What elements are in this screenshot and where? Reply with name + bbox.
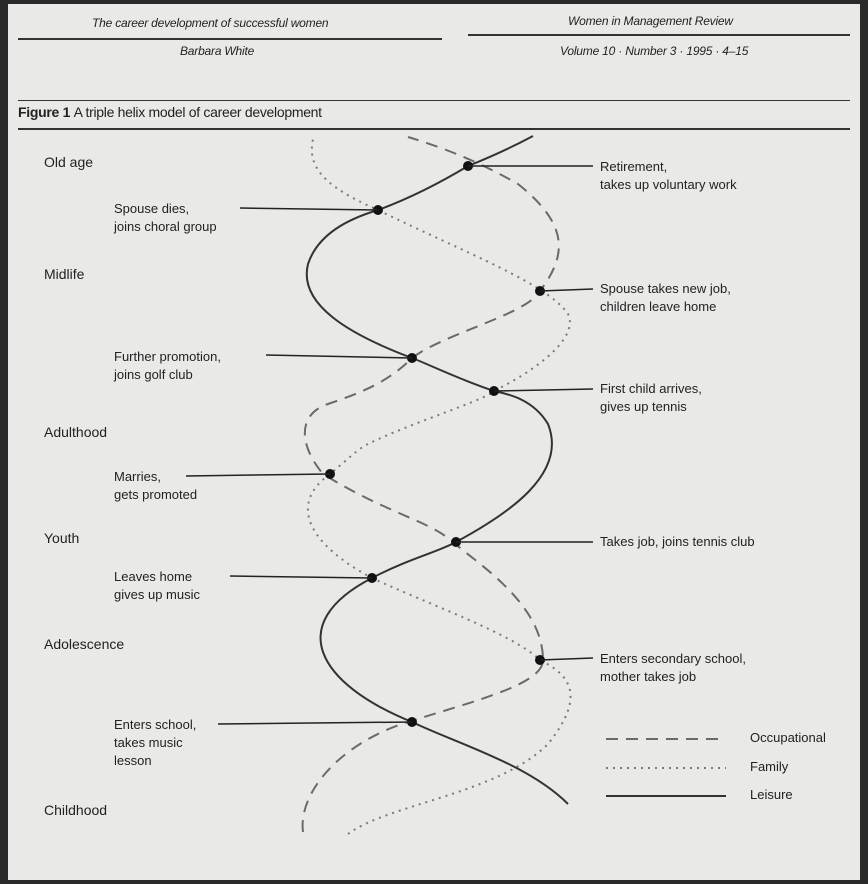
event-enters-school-line3: lesson: [114, 753, 152, 768]
journal-page: [8, 4, 860, 880]
leader-line-leaves-home: [230, 576, 372, 578]
event-label-marries: [114, 468, 197, 504]
event-label-retirement: [600, 158, 737, 194]
event-label-takes-job: [600, 533, 755, 551]
stage-youth: Youth: [44, 530, 80, 546]
event-enters-school-line2: takes music: [114, 735, 183, 750]
event-marries-line1: Marries,: [114, 469, 161, 484]
journal-citation: Volume 10 · Number 3 · 1995 · 4–15: [560, 44, 749, 58]
event-retirement-line2: takes up voluntary work: [600, 177, 737, 192]
event-first-child-line1: First child arrives,: [600, 381, 702, 396]
event-enters-school-line1: Enters school,: [114, 717, 197, 732]
occupational-strand: [303, 137, 559, 832]
stage-adolescence: Adolescence: [44, 636, 125, 652]
legend-leisure-label: Leisure: [750, 787, 793, 802]
event-first-child-line2: gives up tennis: [600, 399, 687, 414]
leader-line-first-child: [494, 389, 593, 391]
author-name: Barbara White: [180, 44, 255, 58]
event-secondary-school-line2: mother takes job: [600, 669, 697, 684]
leader-line-enters-school: [218, 722, 412, 724]
event-spouse-dies-line1: Spouse dies,: [114, 201, 190, 216]
stage-old-age: Old age: [44, 154, 94, 170]
event-spouse-new-job-line2: children leave home: [600, 299, 717, 314]
leader-line-further-promotion: [266, 355, 412, 358]
event-label-spouse-dies: [114, 200, 217, 236]
event-spouse-dies-line2: joins choral group: [114, 219, 217, 234]
leader-line-spouse-dies: [240, 208, 378, 210]
article-title: The career development of successful women: [92, 16, 329, 30]
event-takes-job-line1: Takes job, joins tennis club: [600, 534, 755, 549]
event-label-leaves-home: [114, 568, 200, 604]
figure-label: Figure 1: [18, 104, 71, 120]
stage-childhood: Childhood: [44, 802, 108, 818]
event-label-spouse-new-job: [600, 280, 731, 316]
event-leaves-home-line2: gives up music: [114, 587, 200, 602]
event-marries-line2: gets promoted: [114, 487, 198, 502]
event-label-secondary-school: [600, 650, 746, 686]
legend-family-label: Family: [750, 759, 789, 774]
event-label-enters-school: [114, 716, 196, 770]
leader-line-spouse-new-job: [540, 289, 593, 291]
leader-lines: [186, 166, 593, 724]
journal-name: Women in Management Review: [568, 14, 733, 28]
event-spouse-new-job-line1: Spouse takes new job,: [600, 281, 731, 296]
legend-occupational-label: Occupational: [750, 730, 826, 745]
leisure-strand: [307, 136, 568, 804]
event-further-promotion-line2: joins golf club: [114, 367, 193, 382]
event-retirement-line1: Retirement,: [600, 159, 668, 174]
event-label-further-promotion: [114, 348, 221, 384]
stage-adulthood: Adulthood: [44, 424, 108, 440]
event-further-promotion-line1: Further promotion,: [114, 349, 221, 364]
leader-line-secondary-school: [540, 658, 593, 660]
event-secondary-school-line1: Enters secondary school,: [600, 651, 746, 666]
event-label-first-child: [600, 380, 702, 416]
leader-line-marries: [186, 474, 330, 476]
family-strand: [308, 139, 571, 834]
figure-title-text: A triple helix model of career development: [73, 104, 322, 120]
stage-midlife: Midlife: [44, 266, 85, 282]
event-leaves-home-line1: Leaves home: [114, 569, 193, 584]
